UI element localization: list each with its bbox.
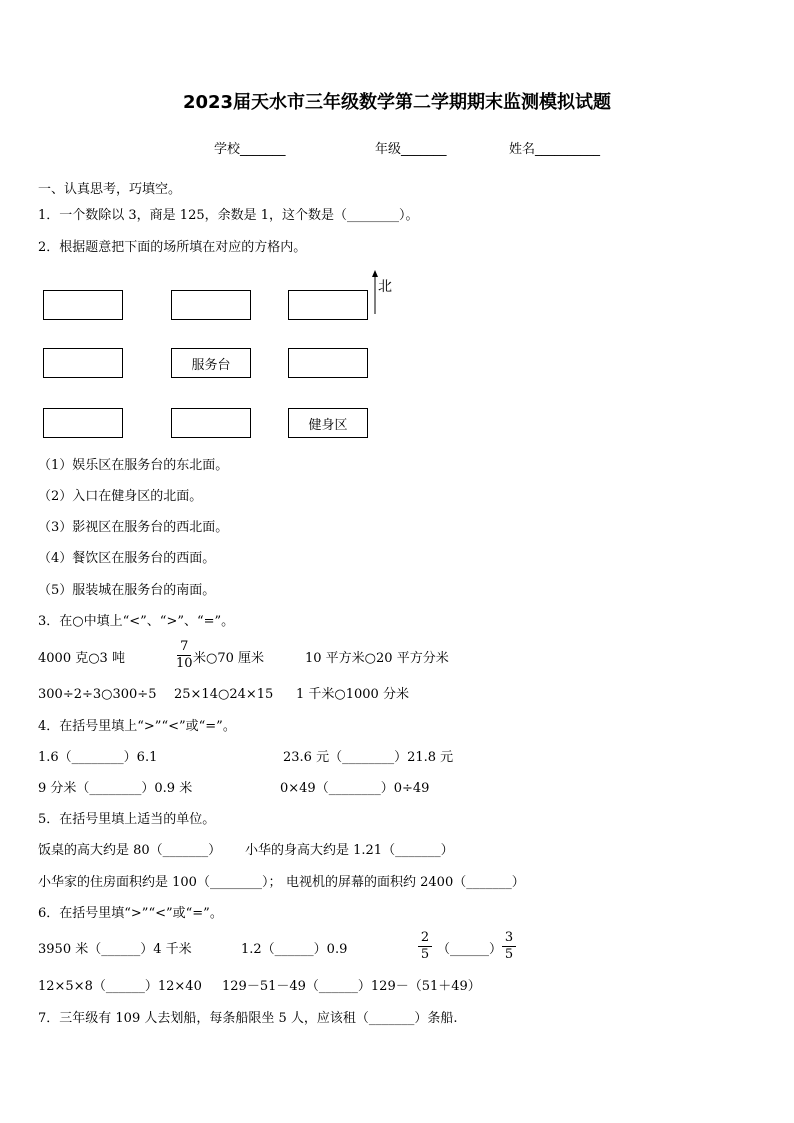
section-heading: 一、认真思考，巧填空。 <box>38 182 182 197</box>
grid-box <box>288 290 368 320</box>
q3-fraction <box>176 640 193 671</box>
school-field: 学校_______ <box>214 142 286 157</box>
page-title: 2023届天水市三年级数学第二学期期末监测模拟试题 <box>182 92 612 113</box>
fraction-numerator: 7 <box>180 639 189 654</box>
grid-box-service-desk: 服务台 <box>171 348 251 378</box>
grid-box <box>288 348 368 378</box>
question-2: 2．根据题意把下面的场所填在对应的方格内。 <box>38 240 307 255</box>
grid-box-gym: 健身区 <box>288 408 368 438</box>
q3-item: 1 千米○1000 分米 <box>296 687 409 702</box>
q5-item: 电视机的屏幕的面积约 2400（_______） <box>286 875 525 890</box>
clue-1: （1）娱乐区在服务台的东北面。 <box>38 458 229 473</box>
clue-4: （4）餐饮区在服务台的西面。 <box>38 551 216 566</box>
q6-item: 1.2（______）0.9 <box>241 942 348 957</box>
q5-item: 小华家的住房面积约是 100（________）； <box>38 875 282 890</box>
grid-box <box>43 348 123 378</box>
fraction-denominator: 5 <box>420 947 430 962</box>
q4-item: 9 分米（________）0.9 米 <box>38 781 193 796</box>
clue-5: （5）服装城在服务台的南面。 <box>38 583 216 598</box>
q6-item: 3950 米（______）4 千米 <box>38 942 192 957</box>
name-field: 姓名__________ <box>509 142 601 157</box>
question-4: 4．在括号里填上“>”“<”或“=”。 <box>38 719 236 734</box>
grid-box <box>171 290 251 320</box>
q6-item: （______） <box>437 942 503 957</box>
clue-3: （3）影视区在服务台的西北面。 <box>38 520 229 535</box>
grid-box <box>171 408 251 438</box>
north-label: 北 <box>378 279 392 295</box>
fraction-numerator: 2 <box>420 930 430 945</box>
q6-item: 12×5×8（______）12×40 <box>38 979 202 994</box>
q4-item: 0×49（________）0÷49 <box>280 781 430 796</box>
q5-item: 饭桌的高大约是 80（_______） <box>38 843 222 858</box>
grid-box <box>43 290 123 320</box>
fraction-denominator: 10 <box>176 656 193 671</box>
question-3: 3．在○中填上“<”、“>”、“=”。 <box>38 614 235 629</box>
q3-item: 25×14○24×15 <box>174 687 274 702</box>
fraction-denominator: 5 <box>504 947 514 962</box>
question-5: 5．在括号里填上适当的单位。 <box>38 812 216 827</box>
q6-item: 129－51－49（______）129－（51＋49） <box>222 979 481 994</box>
question-7: 7．三年级有 109 人去划船，每条船限坐 5 人，应该租（_______）条船. <box>38 1011 458 1026</box>
grade-field: 年级_______ <box>375 142 447 157</box>
q4-item: 23.6 元（________）21.8 元 <box>283 750 454 765</box>
clue-2: （2）入口在健身区的北面。 <box>38 489 203 504</box>
q3-item: 300÷2÷3○300÷5 <box>38 687 157 702</box>
q6-fraction-right <box>502 931 516 962</box>
fraction-numerator: 3 <box>504 930 514 945</box>
q3-item: 10 平方米○20 平方分米 <box>305 651 449 666</box>
question-1: 1．一个数除以 3，商是 125，余数是 1，这个数是（________）。 <box>38 208 419 223</box>
q4-item: 1.6（________）6.1 <box>38 750 158 765</box>
q3-item: 4000 克○3 吨 <box>38 651 125 666</box>
q6-fraction-left <box>418 931 432 962</box>
question-6: 6．在括号里填“>”“<”或“=”。 <box>38 906 223 921</box>
q3-item: 米○70 厘米 <box>193 651 265 666</box>
grid-box <box>43 408 123 438</box>
q5-item: 小华的身高大约是 1.21（_______） <box>245 843 454 858</box>
